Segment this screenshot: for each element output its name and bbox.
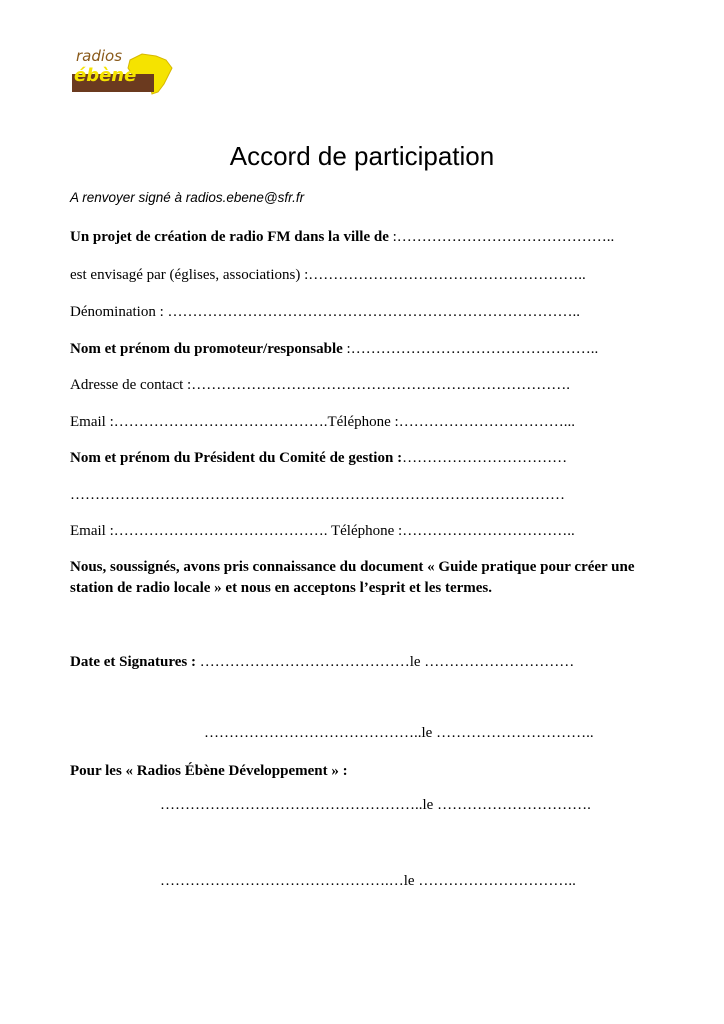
signatures-label: Date et Signatures : xyxy=(70,654,196,670)
field-label: Nom et prénom du Président du Comité de gestion : xyxy=(70,450,403,466)
return-instruction: A renvoyer signé à radios.ebene@sfr.fr xyxy=(70,190,305,205)
fill-dots: est envisagé par (églises, associations) :……………………………………………….. xyxy=(70,267,586,283)
form-line-city xyxy=(70,228,614,246)
form-line-denomination xyxy=(70,303,580,321)
form-line-email-phone-2 xyxy=(70,522,575,540)
fill-dots: Dénomination : ……………………………………………………………………….. xyxy=(70,304,580,320)
fill-dots: Adresse de contact :…………………………………………………………………. xyxy=(70,377,570,393)
fill-dots: ……………………………………….…le ………………………….. xyxy=(160,873,576,889)
acceptance-statement: Nous, soussignés, avons pris connaissance du document « Guide pratique pour créer une station de radio locale » et nous en acceptons l’esprit et les termes. xyxy=(70,559,635,596)
second-signature-line xyxy=(204,724,594,742)
fill-dots: ……………………………………………..le …………………………. xyxy=(160,797,591,813)
logo-ebene: ébène xyxy=(74,65,137,86)
document-title: Accord de participation xyxy=(229,141,495,171)
form-line-address xyxy=(70,376,570,394)
fill-dots: ……………………………………le ………………………… xyxy=(195,654,575,670)
logo-text xyxy=(72,48,172,87)
fill-dots: ……………………………………………………………………………………… xyxy=(70,487,565,503)
form-line-envisaged-by xyxy=(70,266,586,284)
field-label: Un projet de création de radio FM dans la ville de xyxy=(70,229,389,245)
date-signatures-line xyxy=(70,653,574,671)
radios-signature-line-1 xyxy=(160,796,591,814)
fill-dots: :…………………………………….. xyxy=(388,229,615,245)
radios-label: Pour les « Radios Ébène Développement » : xyxy=(70,763,348,779)
fill-dots: ……………………………………..le ………………………….. xyxy=(204,725,594,741)
radios-signature-line-2 xyxy=(160,872,576,890)
form-line-email-phone-1 xyxy=(70,413,575,431)
fill-dots: Email :…………………………………….Téléphone :……………………………... xyxy=(70,414,575,430)
fill-dots: :………………………………………….. xyxy=(342,341,599,357)
radios-ebene-heading xyxy=(70,762,348,780)
fill-dots: …………………………… xyxy=(402,450,568,466)
form-line-promoter xyxy=(70,340,598,358)
form-line-blank xyxy=(70,486,565,504)
logo-radios: radios xyxy=(76,47,123,65)
fill-dots: Email :……………………………………. Téléphone :…………………………….. xyxy=(70,523,575,539)
field-label: Nom et prénom du promoteur/responsable xyxy=(70,341,343,357)
form-line-president xyxy=(70,449,567,467)
